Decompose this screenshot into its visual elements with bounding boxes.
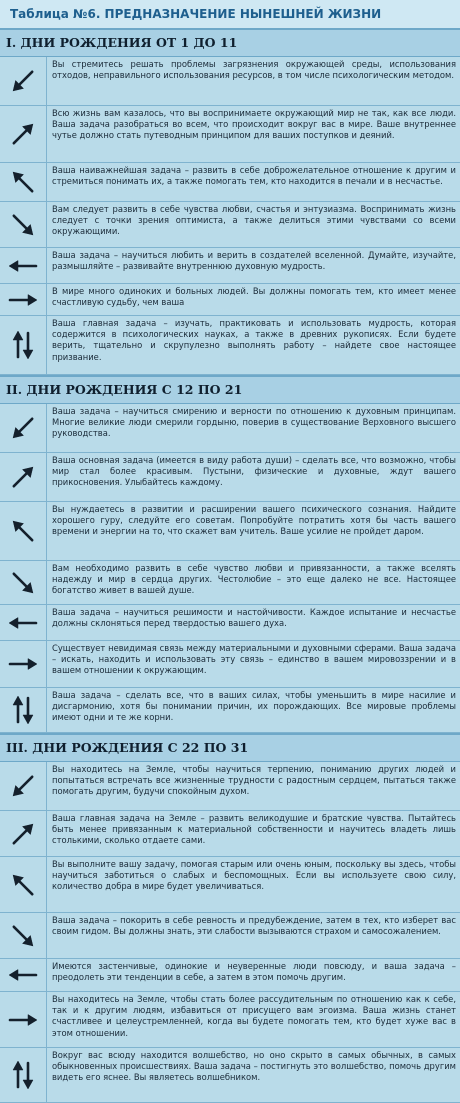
arrow-up-left-icon <box>0 857 47 912</box>
table-row <box>0 202 460 248</box>
table-row <box>0 857 460 913</box>
table-row <box>0 1048 460 1103</box>
section-header: I. ДНИ РОЖДЕНИЯ ОТ 1 ДО 11 <box>0 28 460 57</box>
row-text: Существует невидимая связь между материальными и духовными сферами. Ваша задача – искать, находить и использовать эту связь – единство в вашем мировоззрении и в вашем отношении к окружающим. <box>52 643 456 676</box>
row-text: Ваша задача – научиться смирению и верности по отношению к духовным принципам. Многие великие люди смерили гордыню, поверив в существование Верховного высшего руководства. <box>52 406 456 439</box>
section-header: II. ДНИ РОЖДЕНИЯ С 12 ПО 21 <box>0 375 460 404</box>
arrow-down-right-icon <box>0 913 47 958</box>
table-row <box>0 811 460 857</box>
row-text: Ваша главная задача на Земле – развить великодушие и братские чувства. Пытайтесь быть менее привязанным к материальной собственности и научитесь владеть лишь столькими, сколько отдаете сами. <box>52 813 456 846</box>
arrow-up-down-icon <box>0 688 47 732</box>
arrow-up-right-icon <box>0 453 47 501</box>
row-text: Ваша наиважнейшая задача – развить в себе доброжелательное отношение к другим и стремиться понимать их, а также помогать тем, кто находится в печали и в несчастье. <box>52 165 456 187</box>
row-text: Ваша задача – научиться любить и верить в создателей вселенной. Думайте, изучайте, размышляйте – развивайте внутреннюю духовную мудрость. <box>52 250 456 272</box>
row-text: Вы находитесь на Земле, чтобы стать более рассудительным по отношению как к себе, так и к другим людям, избавиться от присущего вам эгоизма. Ваша жизнь станет счастливее и целеустремленней, когда вы будете помогать тем, кто будет хуже вас в этом отношении. <box>52 994 456 1038</box>
arrow-down-left-icon <box>0 57 47 105</box>
row-text: Ваша задача – сделать все, что в ваших силах, чтобы уменьшить в мире насилие и дисгармонию, хотя бы понимании причин, их порождающих. Все мировые проблемы имеют одни и те же корни. <box>52 690 456 723</box>
table-row <box>0 605 460 641</box>
arrow-up-down-icon <box>0 316 47 374</box>
row-text: Вокруг вас всюду находится волшебство, но оно скрыто в самых обычных, в самых обыкновенных происшествиях. Ваша задача – постигнуть это волшебство, помочь другим видеть его яснее. Вы являетесь волшебником. <box>52 1050 456 1083</box>
row-text: Вы нуждаетесь в развитии и расширении вашего психического сознания. Найдите хорошего гуру, следуйте его советам. Попробуйте потратить хотя бы часть вашего времени и энергии на то, что скажет вам учитель. Ваше усилие не пройдет даром. <box>52 504 456 537</box>
table-row <box>0 561 460 605</box>
arrow-right-icon <box>0 992 47 1047</box>
row-text: Вы стремитесь решать проблемы загрязнения окружающей среды, использования отходов, неправильного использования ресурсов, в том числе психологическим методом. <box>52 59 456 81</box>
row-text: Вы выполните вашу задачу, помогая старым или очень юным, поскольку вы здесь, чтобы научиться заботиться о слабых и беспомощных. Если вы используете свою силу, количество добра в мире будет увеличиваться. <box>52 859 456 892</box>
row-text: Имеются застенчивые, одинокие и неуверенные люди повсюду, и ваша задача – преодолеть эти тенденции в себе, а затем в этом помочь другим. <box>52 961 456 983</box>
arrow-right-icon <box>0 641 47 687</box>
arrow-down-right-icon <box>0 561 47 604</box>
row-text: Ваша главная задача – изучать, практиковать и использовать мудрость, которая содержится в психологических науках, а также в древних рукописях. Если будете верить, тщательно и скрупулезно выполнять работу – найдете свое настоящее призвание. <box>52 318 456 362</box>
arrow-left-icon <box>0 248 47 283</box>
table-row <box>0 641 460 688</box>
row-text: Ваша основная задача (имеется в виду работа души) – сделать все, что возможно, чтобы мир стал более красивым. Пустыни, физические и духовные, ждут вашего прикосновения. Улыбайтесь каждому. <box>52 455 456 488</box>
row-text: Ваша задача – научиться решимости и настойчивости. Каждое испытание и несчастье должны склоняться перед твердостью вашего духа. <box>52 607 456 629</box>
table-row <box>0 404 460 453</box>
row-text: Всю жизнь вам казалось, что вы воспринимаете окружающий мир не так, как все люди. Ваша задача разобраться во всем, что происходит вокруг вас в мире. Ваше внутреннее чутье должно стать путеводным принципом для ваших поступков и деяний. <box>52 108 456 141</box>
table-row <box>0 284 460 316</box>
table-row <box>0 453 460 502</box>
table-row <box>0 316 460 375</box>
arrow-up-left-icon <box>0 163 47 201</box>
table-row <box>0 163 460 202</box>
row-text: В мире много одиноких и больных людей. Вы должны помогать тем, кто имеет менее счастливую судьбу, чем ваша <box>52 286 456 308</box>
row-text: Вам следует развить в себе чувства любви, счастья и энтузиазма. Воспринимать жизнь следует с точки зрения оптимиста, а также делиться этими чувствами со всеми окружающими. <box>52 204 456 237</box>
arrow-up-right-icon <box>0 106 47 162</box>
table-row <box>0 762 460 811</box>
arrow-left-icon <box>0 605 47 640</box>
table-row <box>0 688 460 733</box>
arrow-right-icon <box>0 284 47 315</box>
row-text: Вам необходимо развить в себе чувство любви и привязанности, а также вселять надежду и мир в сердца других. Честолюбие – это еще далеко не все. Настоящее богатство живет в вашей душе. <box>52 563 456 596</box>
arrow-left-icon <box>0 959 47 991</box>
table-row <box>0 992 460 1048</box>
table-row <box>0 106 460 163</box>
arrow-down-right-icon <box>0 202 47 247</box>
table-row <box>0 248 460 284</box>
arrow-up-right-icon <box>0 811 47 856</box>
destiny-table <box>0 28 460 1103</box>
table-row <box>0 502 460 561</box>
arrow-down-left-icon <box>0 762 47 810</box>
arrow-up-left-icon <box>0 502 47 560</box>
table-row <box>0 57 460 106</box>
section-header: III. ДНИ РОЖДЕНИЯ С 22 ПО 31 <box>0 733 460 762</box>
table-row <box>0 959 460 992</box>
row-text: Ваша задача – покорить в себе ревность и предубеждение, затем в тех, кто изберет вас своим гидом. Вы должны знать, эти слабости вызываются страхом и самосожалением. <box>52 915 456 937</box>
arrow-up-down-icon <box>0 1048 47 1102</box>
arrow-down-left-icon <box>0 404 47 452</box>
row-text: Вы находитесь на Земле, чтобы научиться терпению, пониманию других людей и попытаться встречать все жизненные трудности с радостным сердцем, пытаться также помогать другим, будучи спокойным духом. <box>52 764 456 797</box>
page-title: Таблица №6. ПРЕДНАЗНАЧЕНИЕ НЫНЕШНЕЙ ЖИЗНИ <box>0 0 460 28</box>
table-row <box>0 913 460 959</box>
